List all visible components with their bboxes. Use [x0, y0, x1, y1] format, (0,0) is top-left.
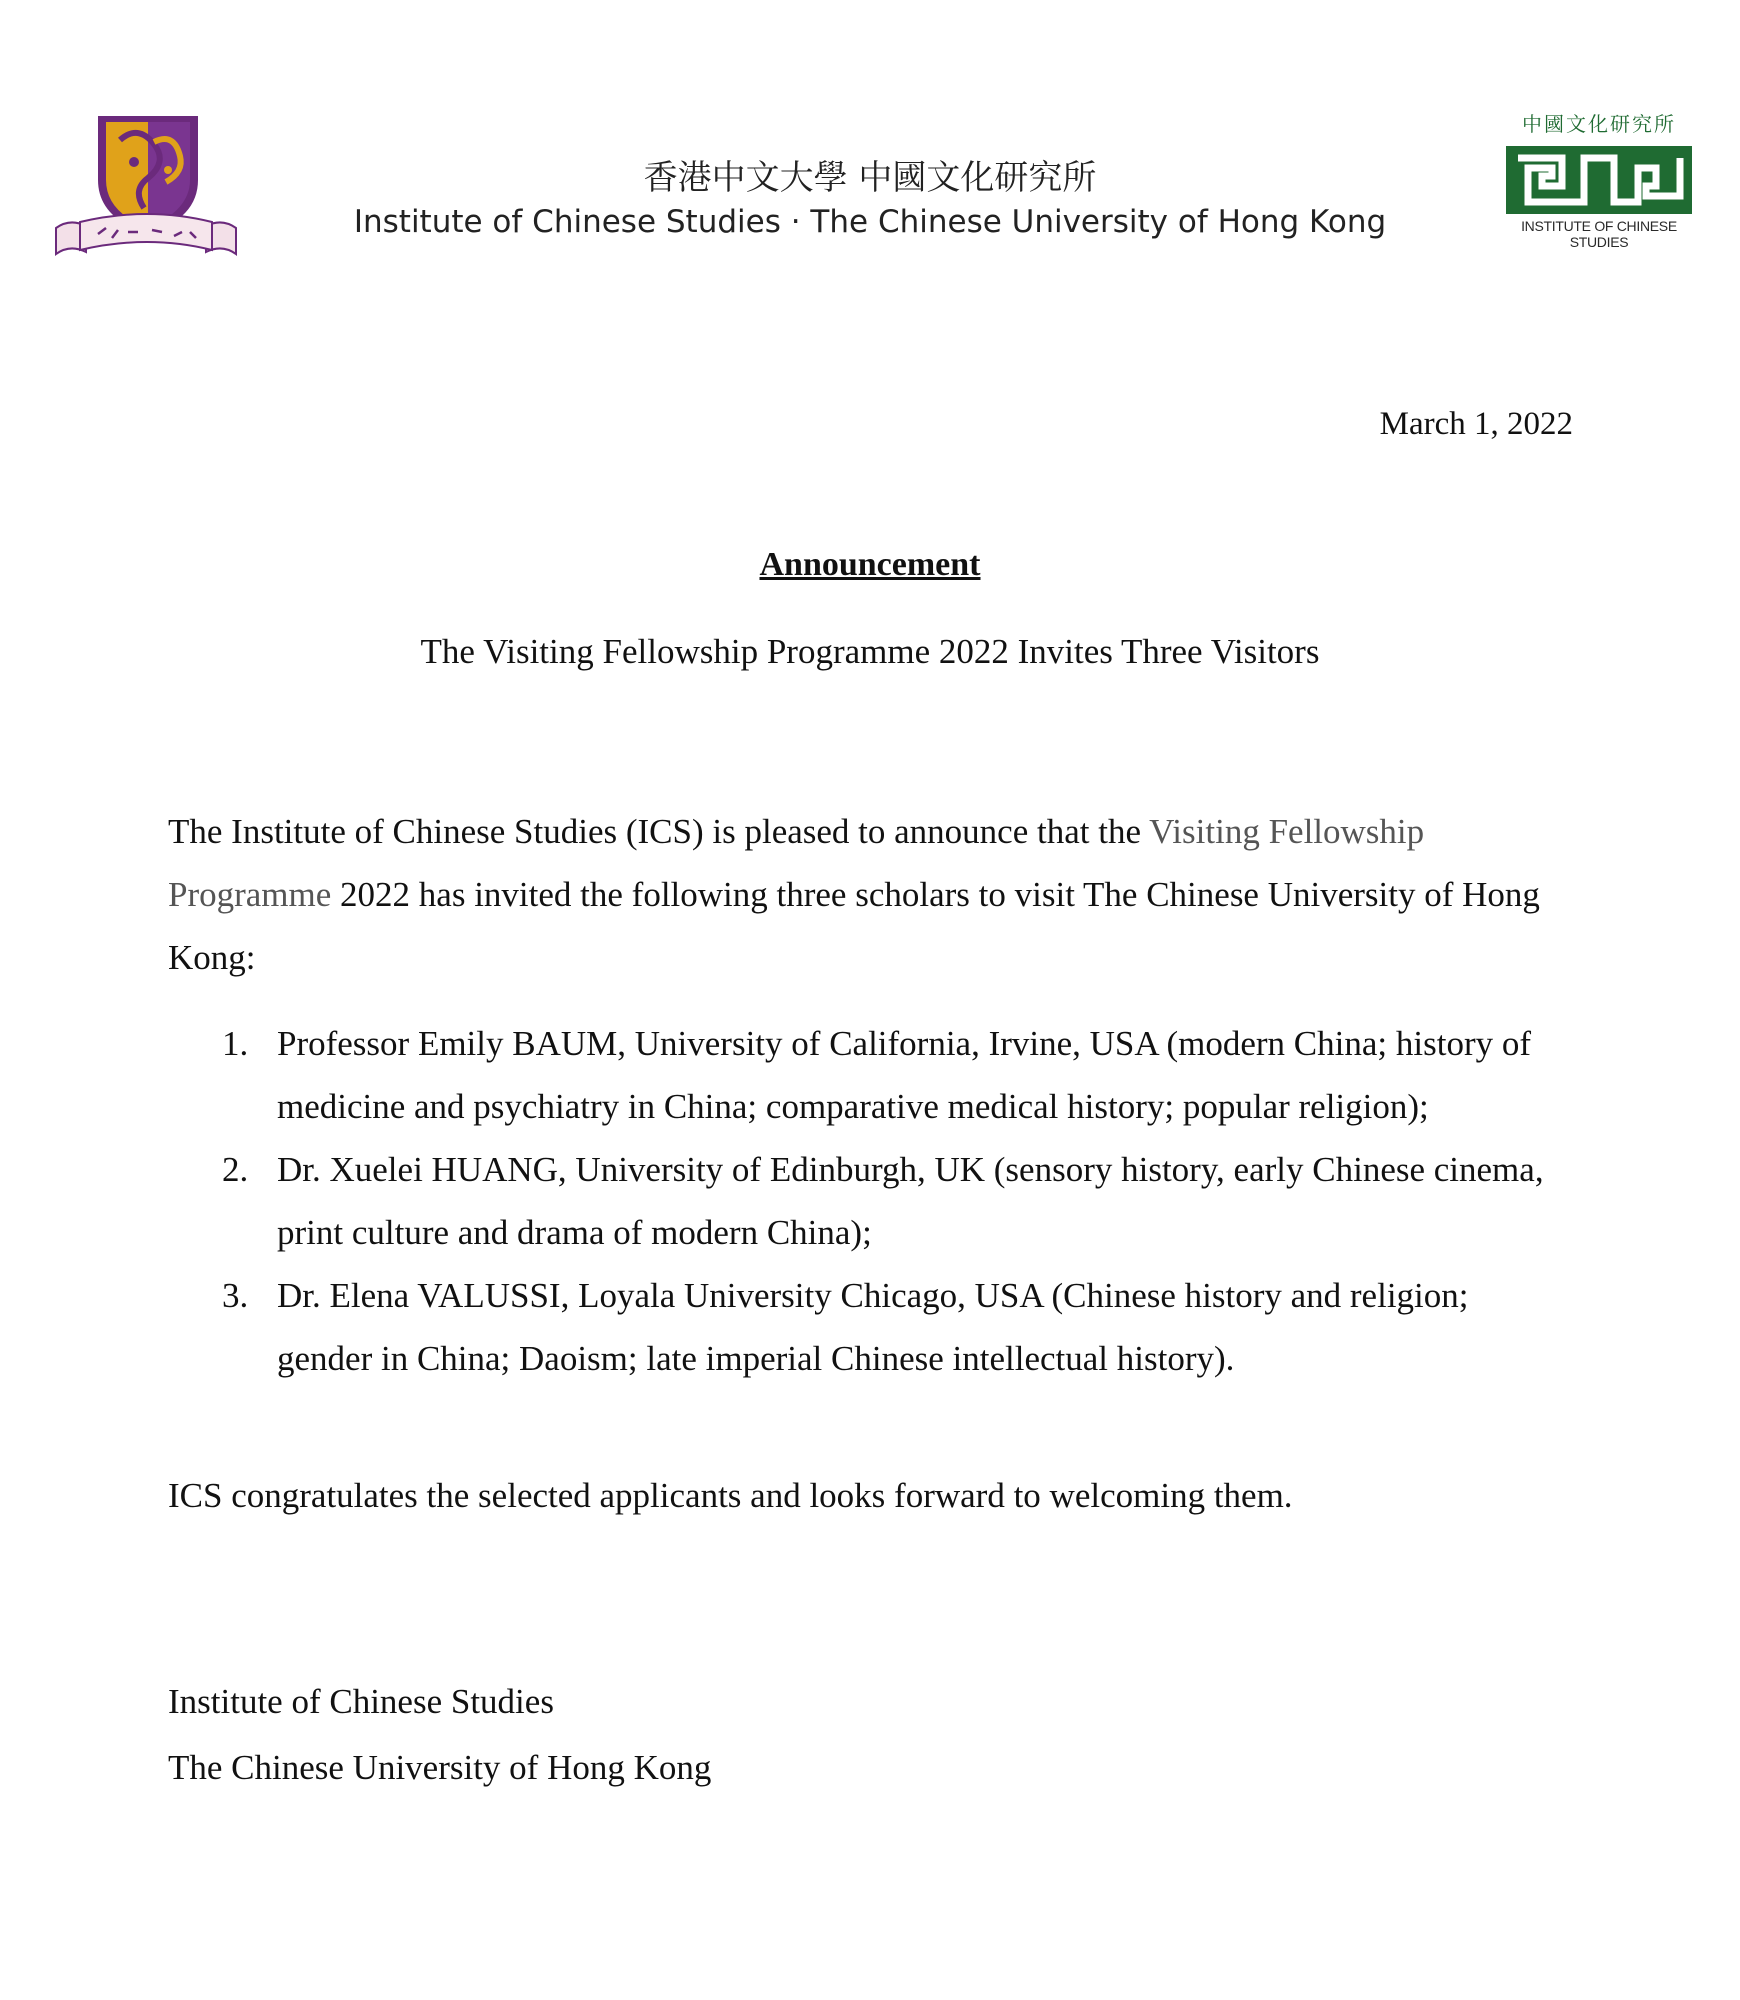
- programme-name: Visiting Fellowship Programme: [168, 812, 1425, 914]
- announcement-heading: Announcement: [759, 546, 981, 583]
- scholar-list: [168, 1012, 1568, 1390]
- list-item-number: 3.: [222, 1276, 249, 1315]
- list-item-text: Dr. Xuelei HUANG, University of Edinburgh, UK (sensory history, early Chinese cinema, print culture and drama of modern China);: [277, 1150, 1544, 1252]
- intro-text-part1: The Institute of Chinese Studies (ICS) is pleased to announce that the: [168, 812, 1141, 851]
- list-item-number: 1.: [222, 1024, 249, 1063]
- header-title-english: Institute of Chinese Studies · The Chinese University of Hong Kong: [353, 204, 1387, 240]
- letter-date: March 1, 2022: [1379, 406, 1573, 442]
- list-item: [168, 1012, 1568, 1138]
- list-item: [168, 1138, 1568, 1264]
- list-item: [168, 1264, 1568, 1390]
- ics-logo-chinese-text: 中國文化研究所: [1522, 112, 1676, 136]
- list-item-text: Professor Emily BAUM, University of California, Irvine, USA (modern China; history of medicine and psychiatry in China; comparative medical history; popular religion);: [277, 1024, 1532, 1126]
- announcement-subtitle: The Visiting Fellowship Programme 2022 Invites Three Visitors: [420, 632, 1320, 671]
- intro-paragraph: [168, 800, 1568, 989]
- list-item-number: 2.: [222, 1150, 249, 1189]
- intro-text-part2: 2022 has invited the following three scholars to visit The Chinese University of Hong Kong:: [168, 875, 1540, 977]
- header-title-chinese: 香港中文大學 中國文化研究所: [643, 158, 1097, 198]
- ics-logo-english-text: INSTITUTE OF CHINESE STUDIES: [1521, 218, 1677, 250]
- list-item-text: Dr. Elena VALUSSI, Loyala University Chicago, USA (Chinese history and religion; gender in China; Daoism; late imperial Chinese intellectual history).: [277, 1276, 1469, 1378]
- congratulations-paragraph: ICS congratulates the selected applicants and looks forward to welcoming them.: [168, 1476, 1293, 1515]
- signature-line-institute: Institute of Chinese Studies: [168, 1682, 554, 1721]
- signature-line-university: The Chinese University of Hong Kong: [168, 1748, 712, 1787]
